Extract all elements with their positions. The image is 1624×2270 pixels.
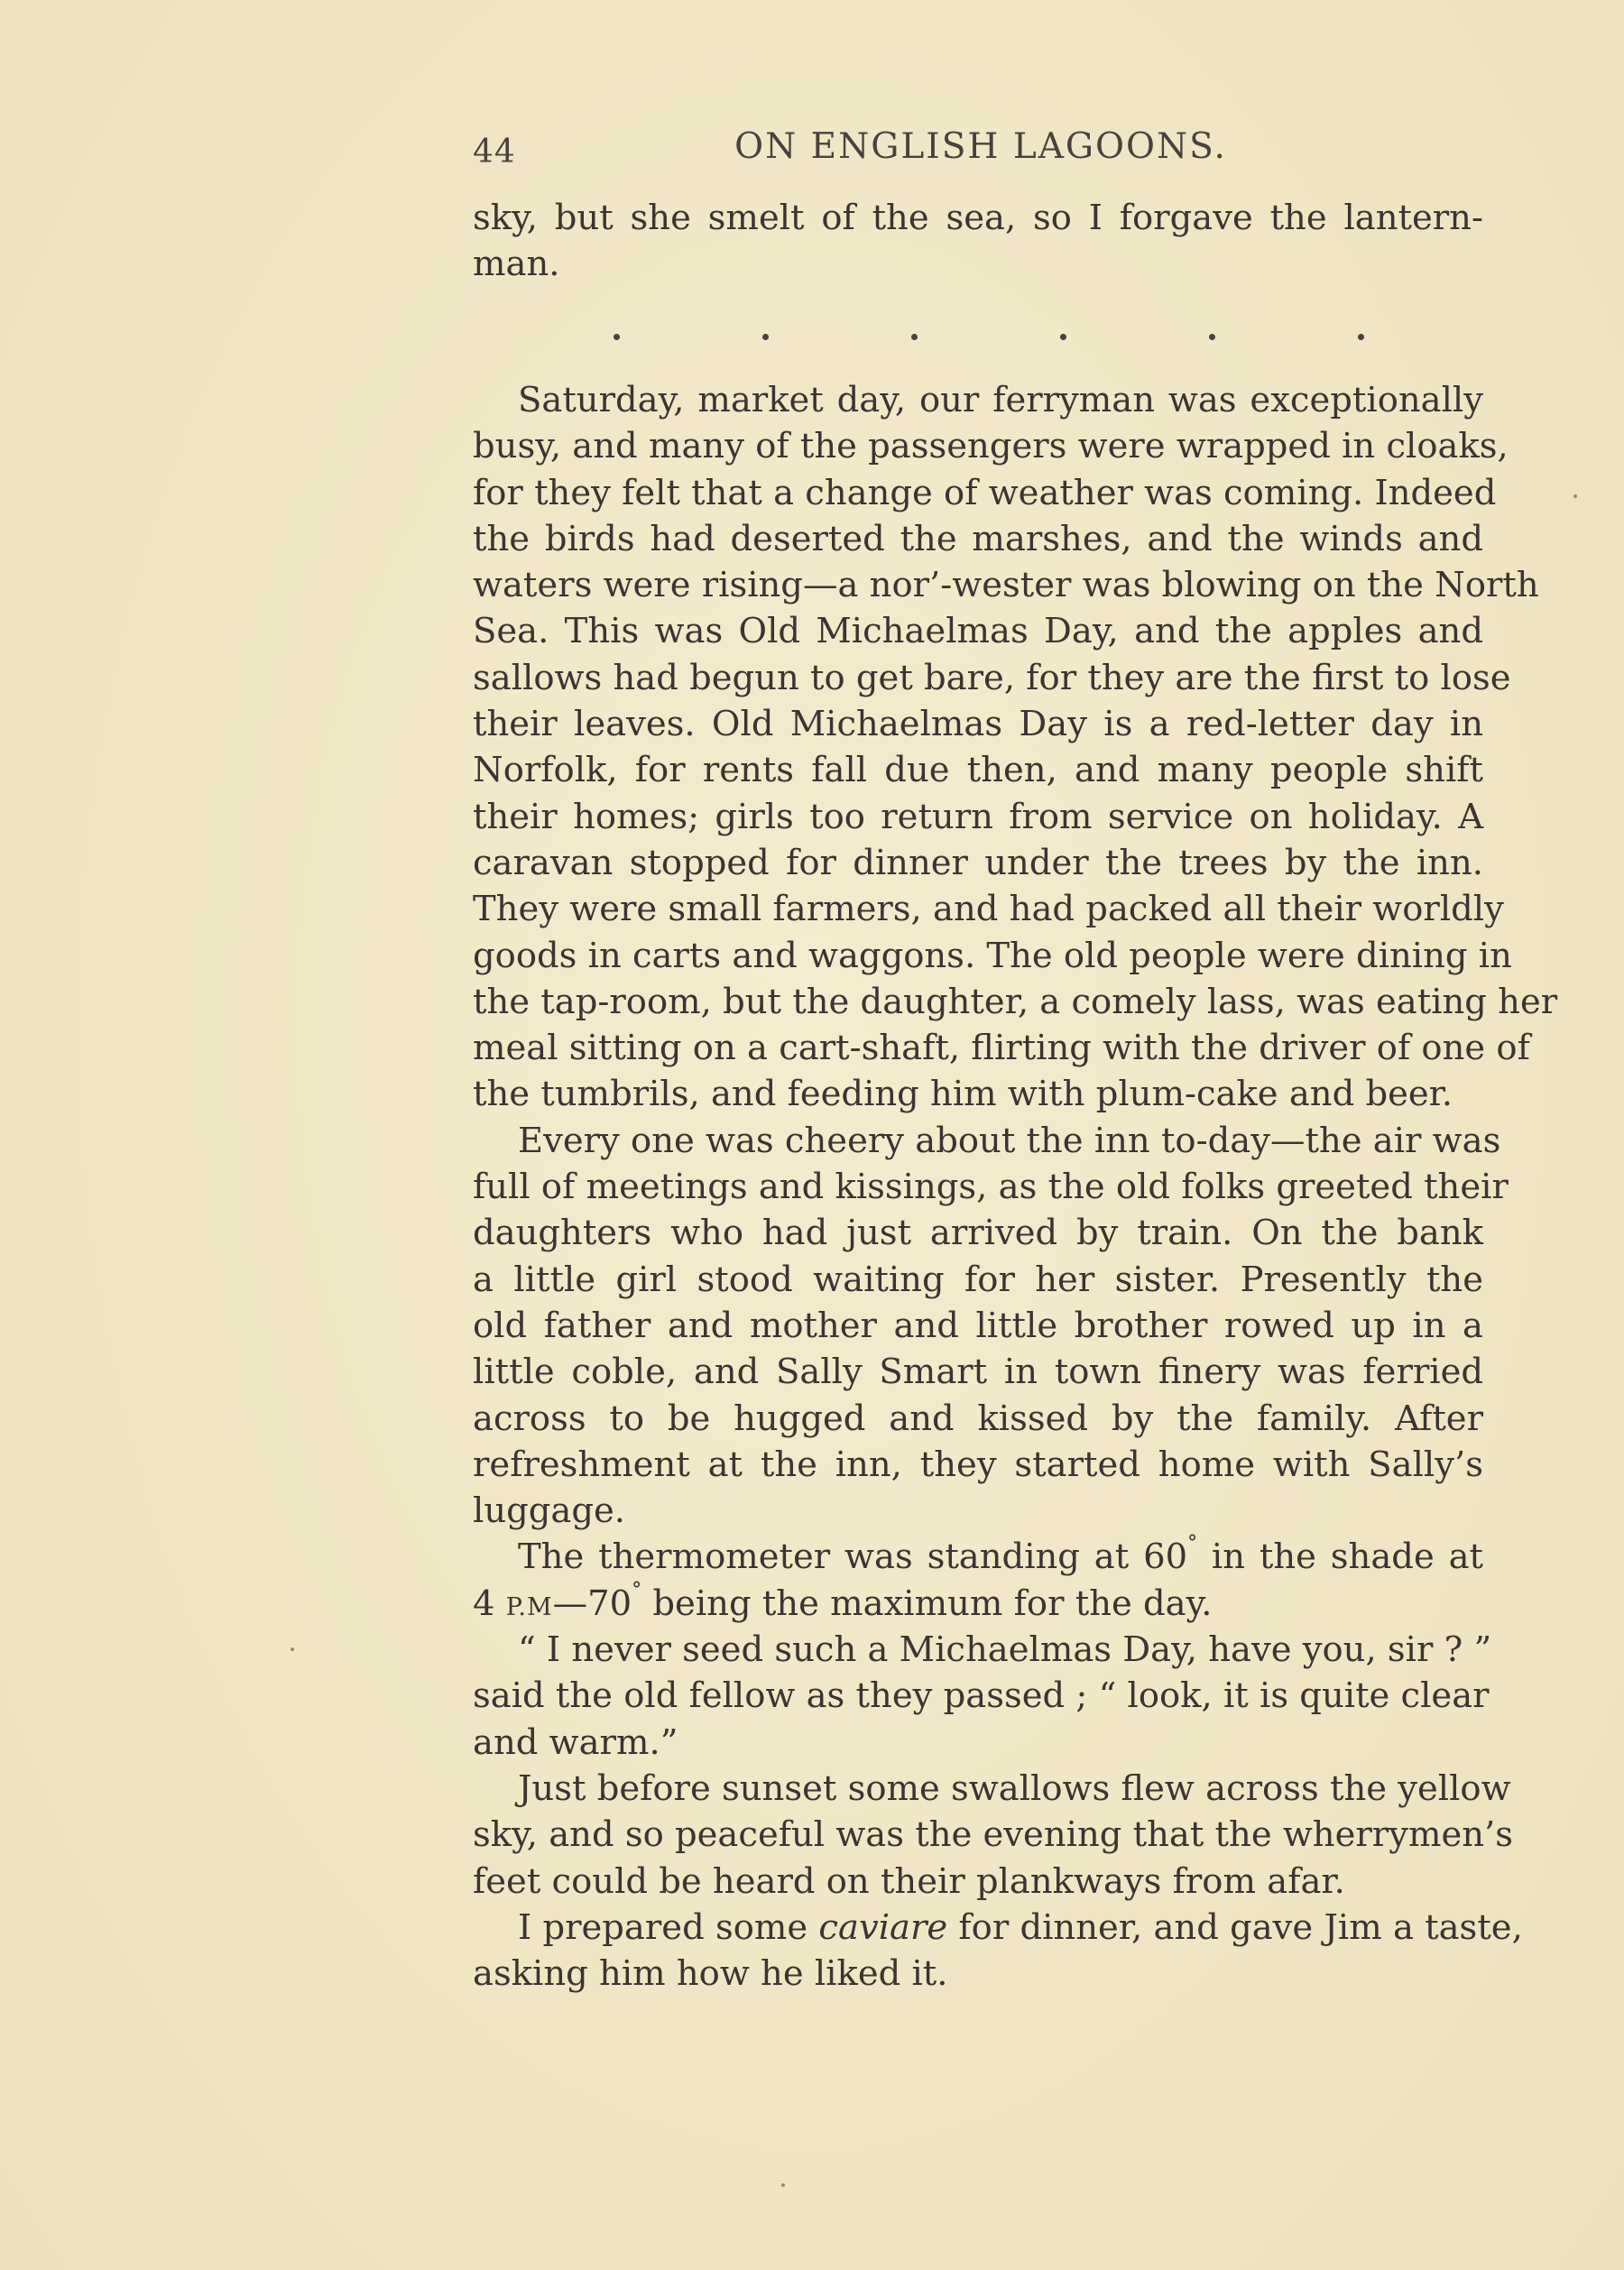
text-line: sallows had begun to get bare, for they are the first to lose <box>473 657 1511 698</box>
section-break-dot <box>614 334 620 340</box>
text-line: Saturday, market day, our ferryman was exceptionally <box>518 380 1483 420</box>
text-line: Sea. This was Old Michaelmas Day, and the apples and <box>473 611 1483 652</box>
page-number: 44 <box>473 134 516 171</box>
text-line: the tap-room, but the daughter, a comely lass, was eating her <box>473 981 1558 1022</box>
text-fragment: for dinner, and gave Jim a taste, <box>947 1906 1523 1948</box>
thermometer-line <box>473 1534 1483 1580</box>
section-break-dot <box>911 334 918 340</box>
text-line: for they felt that a change of weather was coming. Indeed <box>473 472 1497 513</box>
page-header <box>473 123 1489 177</box>
text-line: and warm.” <box>473 1721 678 1763</box>
text-line: old father and mother and little brother rowed up in a <box>473 1305 1483 1346</box>
text-fragment: 4 <box>473 1583 506 1624</box>
text-line: feet could be heard on their plankways from afar. <box>473 1860 1345 1902</box>
text-line: Norfolk, for rents fall due then, and many people shift <box>473 750 1483 791</box>
paper-speck <box>1573 494 1577 498</box>
text-line: their leaves. Old Michaelmas Day is a red-letter day in <box>473 704 1483 745</box>
time-abbrev: P.M <box>505 1592 553 1621</box>
italic-word: caviare <box>818 1906 948 1948</box>
text-line: across to be hugged and kissed by the family. After <box>473 1398 1483 1439</box>
text-line: busy, and many of the passengers were wrapped in cloaks, <box>473 426 1509 467</box>
text-line: meal sitting on a cart-shaft, flirting with the driver of one of <box>473 1028 1530 1069</box>
text-line: “ I never seed such a Michaelmas Day, have you, sir ? ” <box>518 1629 1492 1671</box>
text-fragment: The thermometer was standing at 60 <box>518 1536 1188 1578</box>
degree-mark: ° <box>632 1578 642 1601</box>
text-line: man. <box>473 244 560 285</box>
caviare-line <box>473 1905 1523 1951</box>
text-line: refreshment at the inn, they started home with Sally’s <box>473 1444 1483 1485</box>
paper-speck <box>781 2183 785 2187</box>
text-line: luggage. <box>473 1490 626 1532</box>
section-break-dot <box>1209 334 1215 340</box>
text-line: full of meetings and kissings, as the old folks greeted their <box>473 1167 1509 1208</box>
text-fragment: being the maximum for the day. <box>641 1583 1213 1624</box>
text-line: daughters who had just arrived by train. On the bank <box>473 1213 1483 1254</box>
text-line: Every one was cheery about the inn to-day—the air was <box>518 1120 1501 1161</box>
text-line: Just before sunset some swallows flew across the yellow <box>518 1767 1511 1809</box>
text-line: the birds had deserted the marshes, and the winds and <box>473 518 1483 559</box>
opening-paragraph <box>473 195 1483 288</box>
text-line: said the old fellow as they passed ; “ look, it is quite clear <box>473 1675 1490 1717</box>
text-line: the tumbrils, and feeding him with plum-cake and beer. <box>473 1074 1453 1115</box>
text-line: a little girl stood waiting for her sister. Presently the <box>473 1259 1483 1300</box>
text-line: little coble, and Sally Smart in town finery was ferried <box>473 1352 1483 1393</box>
text-line: asking him how he liked it. <box>473 1953 948 1995</box>
text-fragment: I prepared some <box>518 1906 819 1948</box>
paper-speck <box>291 1647 294 1651</box>
section-break-dot <box>1358 334 1364 340</box>
thermometer-line <box>473 1578 1483 1627</box>
text-line: sky, but she smelt of the sea, so I forgave the lantern- <box>473 198 1483 238</box>
section-break-dot <box>1060 334 1066 340</box>
section-break-dot <box>762 334 769 340</box>
text-line: waters were rising—a nor’-wester was blowing on the North <box>473 565 1539 606</box>
main-text <box>473 377 1558 1997</box>
degree-mark: ° <box>1187 1532 1198 1555</box>
text-line: goods in carts and waggons. The old people were dining in <box>473 935 1512 976</box>
section-break <box>614 328 1364 346</box>
text-line: their homes; girls too return from service on holiday. A <box>473 796 1483 837</box>
text-line: caravan stopped for dinner under the trees by the inn. <box>473 842 1483 883</box>
text-line: They were small farmers, and had packed all their worldly <box>473 889 1504 930</box>
text-line: sky, and so peaceful was the evening that the wherrymen’s <box>473 1814 1514 1856</box>
running-head: ON ENGLISH LAGOONS. <box>734 126 1227 167</box>
text-fragment: in the shade at <box>1197 1536 1484 1578</box>
text-fragment: —70 <box>552 1583 632 1624</box>
